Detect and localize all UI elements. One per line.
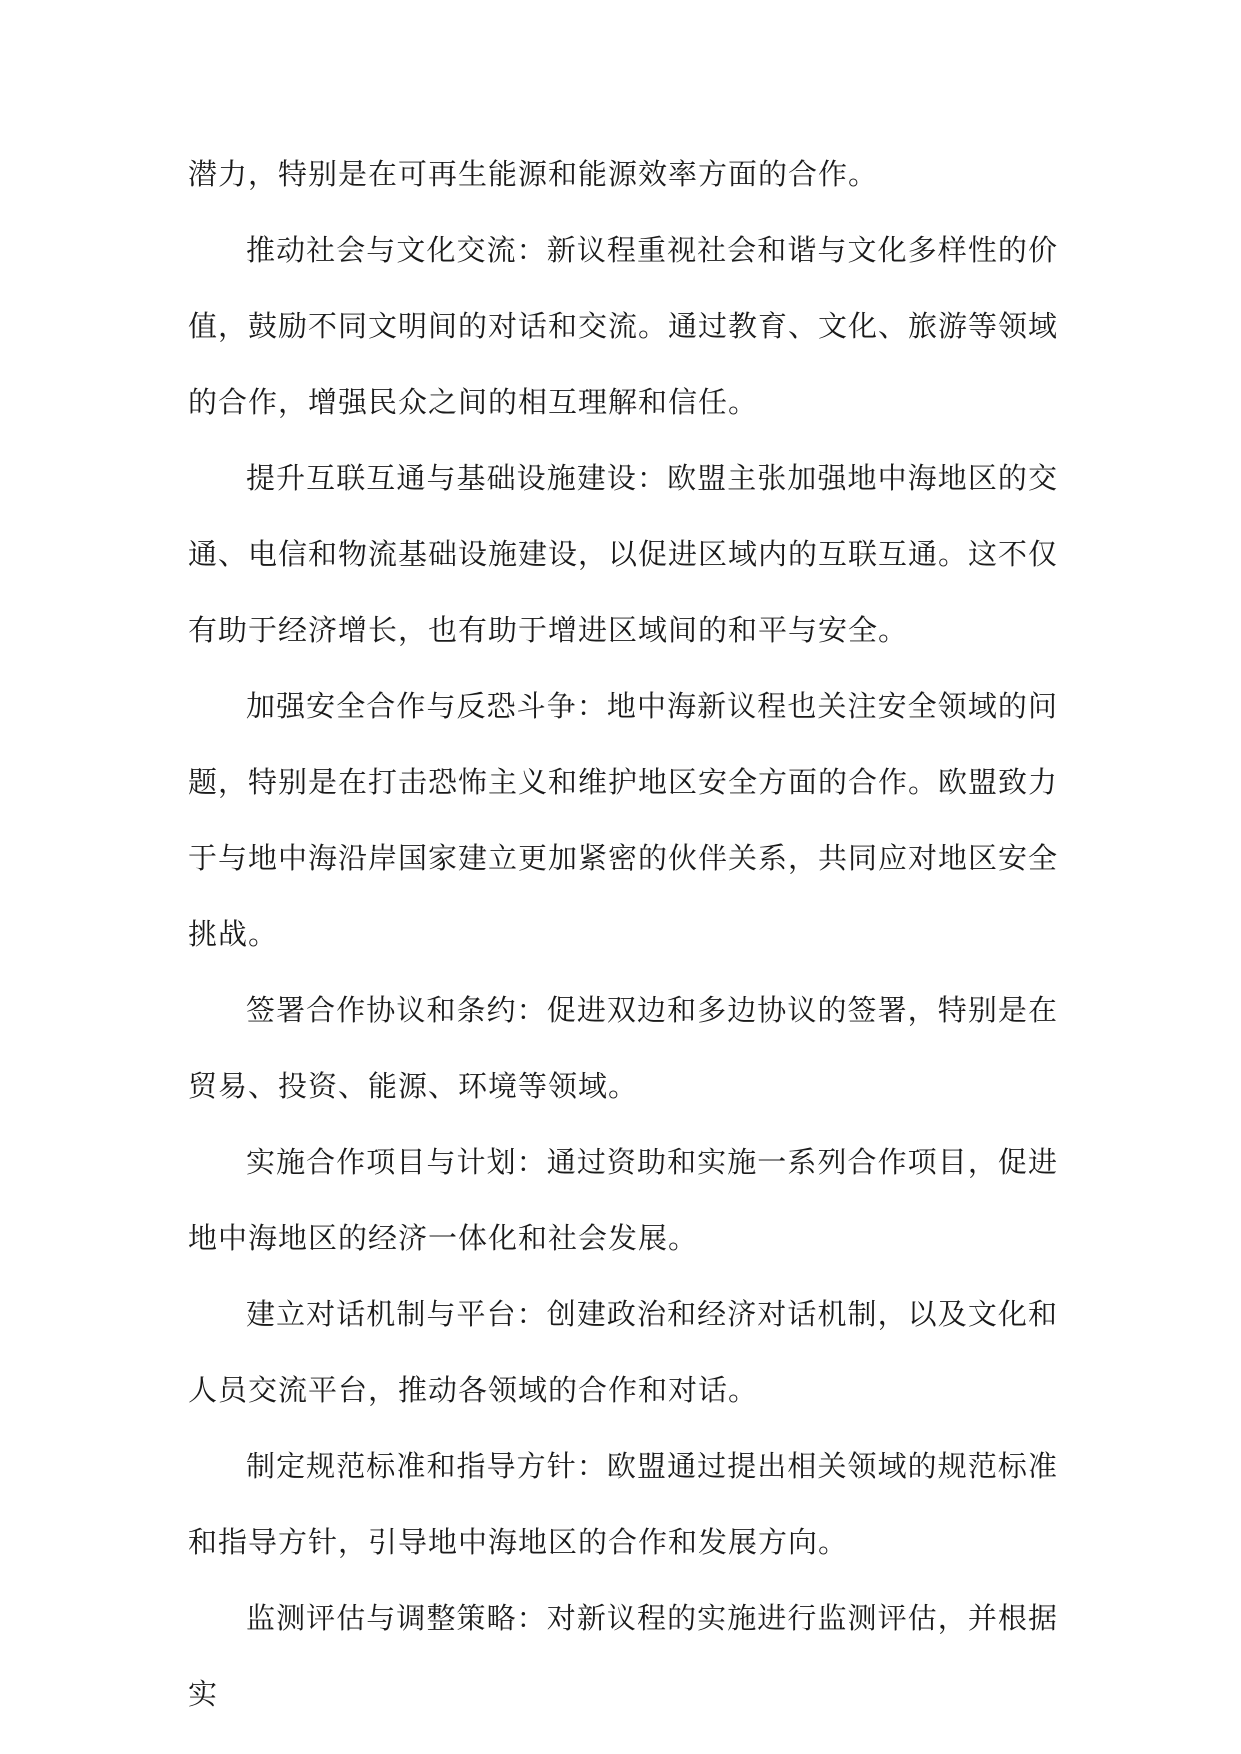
paragraph-1: 潜力，特别是在可再生能源和能源效率方面的合作。	[188, 157, 879, 191]
paragraph-6: 实施合作项目与计划：通过资助和实施一系列合作项目，促进地中海地区的经济一体化和社会发展。	[188, 1145, 1058, 1255]
paragraph-3: 提升互联互通与基础设施建设：欧盟主张加强地中海地区的交通、电信和物流基础设施建设，以促进区域内的互联互通。这不仅有助于经济增长，也有助于增进区域间的和平与安全。	[188, 461, 1059, 647]
paragraph-4: 加强安全合作与反恐斗争：地中海新议程也关注安全领域的问题，特别是在打击恐怖主义和维护地区安全方面的合作。欧盟致力于与地中海沿岸国家建立更加紧密的伙伴关系，共同应对地区安全挑战。	[188, 689, 1059, 951]
paragraph-5: 签署合作协议和条约：促进双边和多边协议的签署，特别是在贸易、投资、能源、环境等领域。	[188, 993, 1058, 1103]
paragraph-2: 推动社会与文化交流：新议程重视社会和谐与文化多样性的价值，鼓励不同文明间的对话和交流。通过教育、文化、旅游等领域的合作，增强民众之间的相互理解和信任。	[188, 233, 1059, 419]
document-body	[188, 136, 1058, 1732]
paragraph-7: 建立对话机制与平台：创建政治和经济对话机制，以及文化和人员交流平台，推动各领域的合作和对话。	[188, 1297, 1058, 1407]
paragraph-9: 监测评估与调整策略：对新议程的实施进行监测评估，并根据实	[188, 1601, 1058, 1711]
paragraph-8: 制定规范标准和指导方针：欧盟通过提出相关领域的规范标准和指导方针，引导地中海地区的合作和发展方向。	[188, 1449, 1058, 1559]
